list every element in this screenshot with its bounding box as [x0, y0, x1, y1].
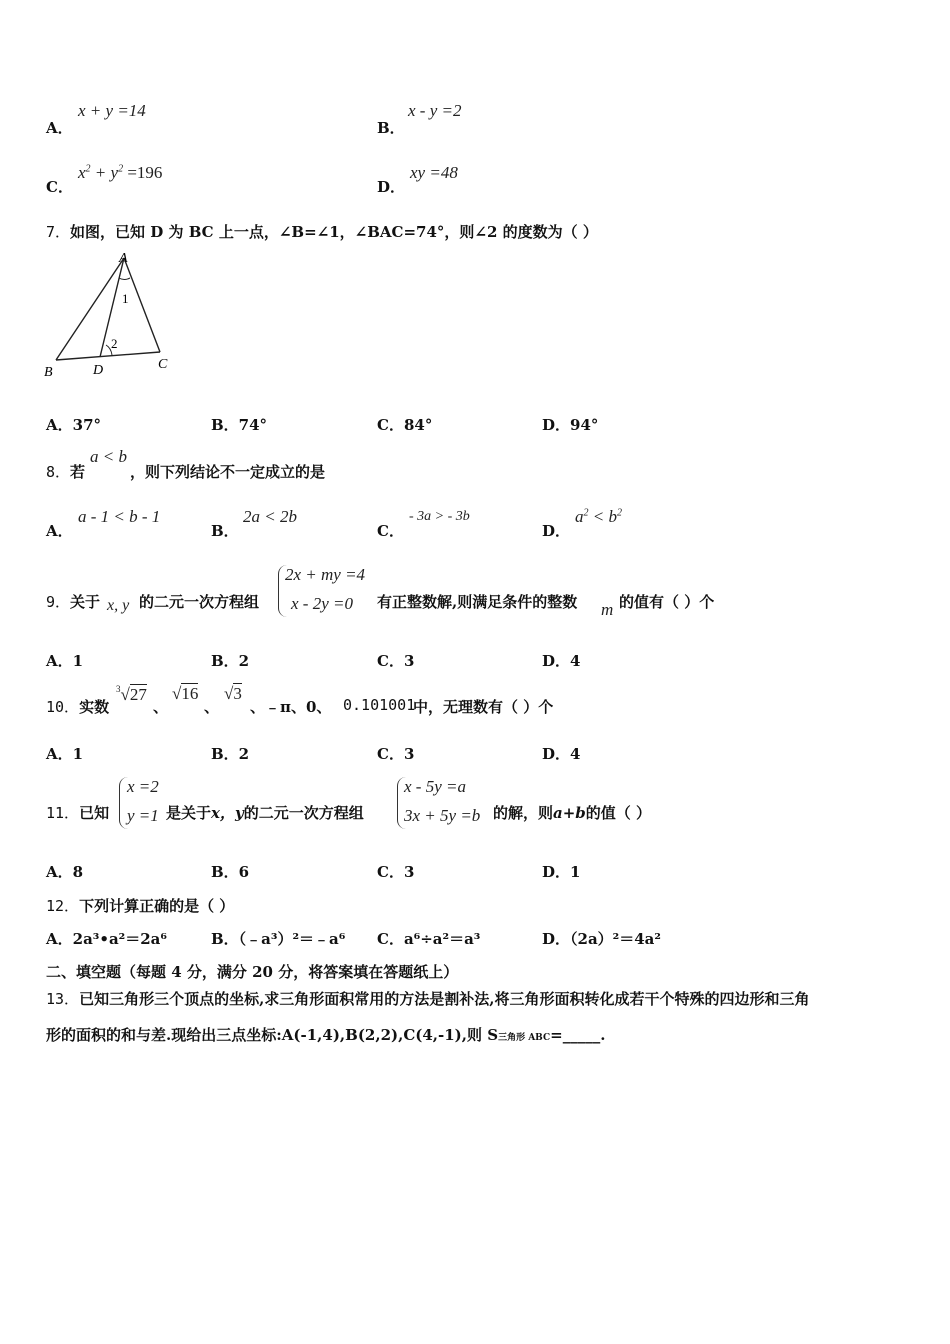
q11-stem-post: 的解，则a+b的值（ ） [493, 804, 652, 822]
label-b: B [44, 365, 53, 380]
q6-option-a-label: A． [46, 119, 73, 137]
q11-solution-y: y =1 [127, 806, 159, 825]
q9-option-d: D．4 [542, 652, 581, 670]
q6-option-b-label: B． [377, 119, 405, 137]
q10-option-a: A．1 [46, 745, 84, 763]
q6-option-a-expression: x + y =14 [78, 101, 146, 120]
q11-stem-number: 11．已知 [46, 804, 110, 822]
q9-option-b: B．2 [211, 652, 250, 670]
q10-stem-tail: 中，无理数有（ ）个 [413, 698, 554, 716]
q8-option-a-label: A． [46, 522, 73, 540]
q9-equation-2: x - 2y =0 [291, 594, 353, 613]
label-c: C [158, 357, 168, 372]
q10-sqrt-16: √16 [172, 684, 199, 703]
q10-stem-post: 、﹣π、0、 [250, 698, 332, 716]
section-2-title: 二、填空题（每题 4 分，满分 20 分，将答案填在答题纸上） [46, 963, 459, 981]
q12-option-c: C．a⁶÷a²＝a³ [377, 930, 481, 948]
q11-option-d: D．1 [542, 863, 581, 881]
q6-option-b-expression: x - y =2 [408, 101, 462, 120]
q10-stem-number: 10．实数 [46, 698, 110, 716]
q7-option-b: B．74° [211, 416, 268, 434]
q9-variables: x, y [107, 597, 130, 614]
q13-subscript: 三角形 ABC [498, 1033, 551, 1043]
q8-option-c-label: C． [377, 522, 404, 540]
q11-option-b: B．6 [211, 863, 250, 881]
q9-stem-number: 9．关于 [46, 593, 101, 611]
q6-option-d-label: D． [377, 178, 406, 196]
q8-option-c-expression: - 3a > - 3b [409, 509, 470, 524]
q13-line-2: 形的面积的和与差.现给出三点坐标:A(-1,4),B(2,2),C(4,-1),则 S三角形 ABC=_____. [46, 1026, 606, 1044]
q7-option-c: C．84° [377, 416, 433, 434]
q8-option-a-expression: a - 1 < b - 1 [78, 507, 161, 526]
q10-option-b: B．2 [211, 745, 250, 763]
q9-stem-tail: 的值有（ ）个 [619, 593, 715, 611]
q9-option-a: A．1 [46, 652, 84, 670]
q8-stem-text: ，则下列结论不一定成立的是 [130, 463, 326, 481]
q6-option-c-expression: $x^2 + y^2 =196$ [78, 163, 163, 182]
q9-stem-mid: 的二元一次方程组 [139, 593, 260, 611]
q6-option-d-expression: xy =48 [410, 163, 458, 182]
label-a: A [119, 251, 128, 266]
q12-option-d: D．（2a）²＝4a² [542, 930, 661, 948]
q6-option-c-label: C． [46, 178, 73, 196]
side-ac [124, 258, 160, 352]
q10-option-d: D．4 [542, 745, 581, 763]
q7-option-d: D．94° [542, 416, 599, 434]
q10-cube-root-27: $^3$√27 [116, 684, 147, 704]
q11-equation-1: x - 5y =a [404, 777, 466, 796]
q9-option-c: C．3 [377, 652, 415, 670]
q10-decimal-value: 0.101001 [343, 696, 416, 714]
q11-stem-mid: 是关于x，y的二元一次方程组 [166, 804, 364, 822]
q8-option-b-expression: 2a < 2b [243, 507, 297, 526]
q10-sqrt-3: √3 [224, 684, 242, 703]
q12-stem: 12．下列计算正确的是（ ） [46, 897, 235, 915]
label-angle-1: 1 [122, 291, 129, 306]
q8-option-d-expression: $a^2 < b^2$ [575, 507, 622, 526]
label-d: D [93, 363, 104, 378]
q7-triangle-figure [40, 248, 180, 383]
angle-1-arc [119, 278, 130, 280]
q8-option-b-label: B． [211, 522, 239, 540]
q11-equation-2: 3x + 5y =b [404, 806, 481, 825]
label-angle-2: 2 [111, 336, 118, 351]
q9-variable-m: m [601, 600, 614, 619]
q8-stem-number: 8．若 [46, 463, 86, 481]
q9-equation-1: 2x + my =4 [285, 565, 366, 584]
q8-option-d-label: D． [542, 522, 571, 540]
q13-line-1: 13．已知三角形三个顶点的坐标,求三角形面积常用的方法是割补法,将三角形面积转化成若干个特殊的四边形和三角 [46, 990, 810, 1008]
q9-stem-post: 有正整数解,则满足条件的整数 [377, 593, 578, 611]
q10-option-c: C．3 [377, 745, 415, 763]
q7-option-a: A．37° [46, 416, 102, 434]
q10-separator-2: 、 [204, 698, 220, 716]
q11-option-a: A．8 [46, 863, 84, 881]
q12-option-a: A．2a³•a²＝2a⁶ [46, 930, 167, 948]
q11-option-c: C．3 [377, 863, 415, 881]
side-bc [56, 352, 160, 360]
q10-separator-1: 、 [153, 698, 169, 716]
q8-condition: a < b [90, 447, 127, 466]
q11-solution-x: x =2 [127, 777, 159, 796]
q12-option-b: B．（﹣a³）²＝﹣a⁶ [211, 930, 346, 948]
q7-stem: 7．如图，已知 D 为 BC 上一点，∠B=∠1，∠BAC=74°，则∠2 的度数为（ ） [46, 223, 598, 241]
